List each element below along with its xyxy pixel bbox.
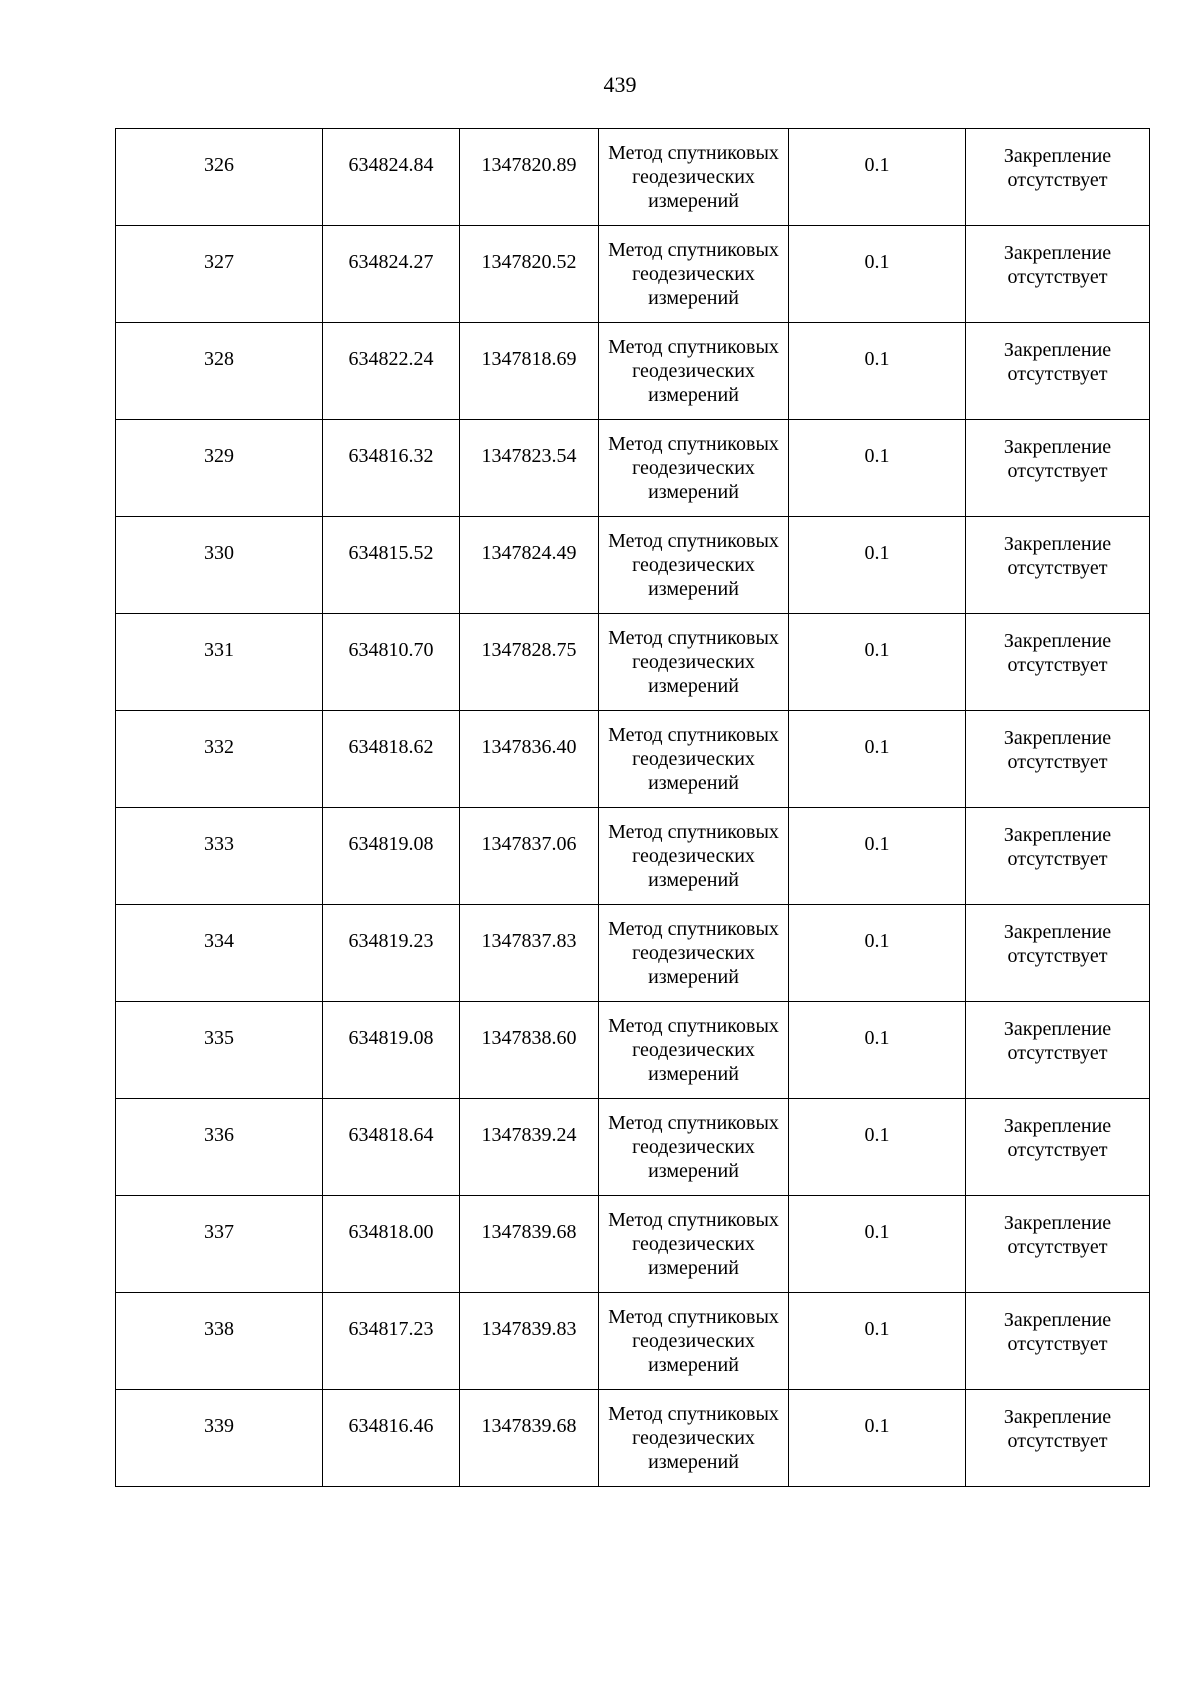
x-coordinate-cell-text: 634824.27 [348, 251, 434, 273]
method-cell-text: Метод спутниковых геодезических измерений [608, 821, 779, 891]
point-number-cell-text: 334 [204, 930, 234, 952]
x-coordinate-cell [323, 1293, 460, 1390]
y-coordinate-cell [460, 614, 599, 711]
x-coordinate-cell [323, 614, 460, 711]
point-number-cell-text: 327 [204, 251, 234, 273]
point-number-cell [116, 420, 323, 517]
accuracy-cell [789, 1196, 966, 1293]
accuracy-cell [789, 517, 966, 614]
point-number-cell [116, 905, 323, 1002]
table-row [116, 808, 1150, 905]
point-number-cell [116, 614, 323, 711]
accuracy-cell [789, 1293, 966, 1390]
y-coordinate-cell [460, 1002, 599, 1099]
fixation-cell-text: Закрепление отсутствует [1003, 1018, 1112, 1064]
accuracy-cell-text: 0.1 [864, 1124, 890, 1146]
point-number-cell-text: 326 [204, 154, 234, 176]
x-coordinate-cell [323, 1196, 460, 1293]
x-coordinate-cell [323, 711, 460, 808]
table-row [116, 129, 1150, 226]
fixation-cell [966, 226, 1150, 323]
x-coordinate-cell-text: 634818.64 [348, 1124, 434, 1146]
method-cell [599, 711, 789, 808]
point-number-cell [116, 1196, 323, 1293]
fixation-cell-text: Закрепление отсутствует [1003, 242, 1112, 288]
y-coordinate-cell-text: 1347839.83 [481, 1318, 577, 1340]
x-coordinate-cell-text: 634819.08 [348, 833, 434, 855]
y-coordinate-cell-text: 1347820.52 [481, 251, 577, 273]
fixation-cell [966, 711, 1150, 808]
method-cell-text: Метод спутниковых геодезических измерений [608, 336, 779, 406]
method-cell-text: Метод спутниковых геодезических измерений [608, 1015, 779, 1085]
method-cell-text: Метод спутниковых геодезических измерений [608, 1403, 779, 1473]
accuracy-cell-text: 0.1 [864, 1221, 890, 1243]
point-number-cell-text: 335 [204, 1027, 234, 1049]
method-cell-text: Метод спутниковых геодезических измерений [608, 918, 779, 988]
point-number-cell [116, 1390, 323, 1487]
fixation-cell [966, 420, 1150, 517]
point-number-cell [116, 517, 323, 614]
y-coordinate-cell [460, 1293, 599, 1390]
point-number-cell-text: 329 [204, 445, 234, 467]
x-coordinate-cell [323, 517, 460, 614]
y-coordinate-cell-text: 1347828.75 [481, 639, 577, 661]
x-coordinate-cell [323, 905, 460, 1002]
x-coordinate-cell-text: 634815.52 [348, 542, 434, 564]
fixation-cell [966, 1390, 1150, 1487]
method-cell [599, 517, 789, 614]
fixation-cell-text: Закрепление отсутствует [1003, 533, 1112, 579]
accuracy-cell [789, 1390, 966, 1487]
method-cell [599, 1196, 789, 1293]
fixation-cell-text: Закрепление отсутствует [1003, 1406, 1112, 1452]
method-cell-text: Метод спутниковых геодезических измерений [608, 239, 779, 309]
x-coordinate-cell-text: 634817.23 [348, 1318, 434, 1340]
point-number-cell-text: 339 [204, 1415, 234, 1437]
method-cell [599, 226, 789, 323]
method-cell-text: Метод спутниковых геодезических измерений [608, 627, 779, 697]
method-cell [599, 614, 789, 711]
method-cell-text: Метод спутниковых геодезических измерений [608, 142, 779, 212]
accuracy-cell [789, 226, 966, 323]
point-number-cell-text: 330 [204, 542, 234, 564]
point-number-cell-text: 332 [204, 736, 234, 758]
point-number-cell-text: 333 [204, 833, 234, 855]
accuracy-cell-text: 0.1 [864, 1027, 890, 1049]
y-coordinate-cell-text: 1347823.54 [481, 445, 577, 467]
fixation-cell [966, 517, 1150, 614]
fixation-cell-text: Закрепление отсутствует [1003, 630, 1112, 676]
method-cell-text: Метод спутниковых геодезических измерений [608, 1306, 779, 1376]
fixation-cell [966, 1002, 1150, 1099]
fixation-cell [966, 129, 1150, 226]
y-coordinate-cell-text: 1347818.69 [481, 348, 577, 370]
y-coordinate-cell-text: 1347839.68 [481, 1415, 577, 1437]
accuracy-cell-text: 0.1 [864, 445, 890, 467]
method-cell [599, 905, 789, 1002]
point-number-cell-text: 331 [204, 639, 234, 661]
table-row [116, 226, 1150, 323]
accuracy-cell-text: 0.1 [864, 1415, 890, 1437]
method-cell-text: Метод спутниковых геодезических измерений [608, 1209, 779, 1279]
fixation-cell-text: Закрепление отсутствует [1003, 727, 1112, 773]
method-cell [599, 420, 789, 517]
table-row [116, 1293, 1150, 1390]
page-number: 439 [603, 72, 637, 97]
fixation-cell [966, 808, 1150, 905]
point-number-cell [116, 226, 323, 323]
fixation-cell-text: Закрепление отсутствует [1003, 921, 1112, 967]
point-number-cell [116, 1099, 323, 1196]
x-coordinate-cell [323, 323, 460, 420]
accuracy-cell [789, 129, 966, 226]
y-coordinate-cell-text: 1347837.83 [481, 930, 577, 952]
fixation-cell [966, 1196, 1150, 1293]
accuracy-cell-text: 0.1 [864, 251, 890, 273]
y-coordinate-cell [460, 129, 599, 226]
accuracy-cell-text: 0.1 [864, 348, 890, 370]
table-row [116, 420, 1150, 517]
fixation-cell [966, 1099, 1150, 1196]
table-row [116, 323, 1150, 420]
fixation-cell [966, 614, 1150, 711]
coordinates-table-body [116, 129, 1150, 1487]
fixation-cell [966, 1293, 1150, 1390]
method-cell [599, 323, 789, 420]
point-number-cell-text: 336 [204, 1124, 234, 1146]
y-coordinate-cell-text: 1347839.24 [481, 1124, 577, 1146]
method-cell [599, 1293, 789, 1390]
x-coordinate-cell [323, 1002, 460, 1099]
y-coordinate-cell [460, 1099, 599, 1196]
table-row [116, 711, 1150, 808]
accuracy-cell-text: 0.1 [864, 1318, 890, 1340]
table-row [116, 614, 1150, 711]
x-coordinate-cell [323, 808, 460, 905]
point-number-cell [116, 808, 323, 905]
accuracy-cell [789, 1002, 966, 1099]
table-row [116, 1099, 1150, 1196]
y-coordinate-cell-text: 1347837.06 [481, 833, 577, 855]
y-coordinate-cell-text: 1347836.40 [481, 736, 577, 758]
point-number-cell [116, 1293, 323, 1390]
coordinates-table [115, 128, 1150, 1487]
point-number-cell [116, 711, 323, 808]
x-coordinate-cell-text: 634822.24 [348, 348, 434, 370]
accuracy-cell [789, 905, 966, 1002]
fixation-cell [966, 905, 1150, 1002]
y-coordinate-cell-text: 1347839.68 [481, 1221, 577, 1243]
x-coordinate-cell-text: 634818.00 [348, 1221, 434, 1243]
y-coordinate-cell-text: 1347838.60 [481, 1027, 577, 1049]
fixation-cell-text: Закрепление отсутствует [1003, 145, 1112, 191]
accuracy-cell-text: 0.1 [864, 930, 890, 952]
fixation-cell-text: Закрепление отсутствует [1003, 1115, 1112, 1161]
method-cell [599, 1390, 789, 1487]
x-coordinate-cell-text: 634824.84 [348, 154, 434, 176]
y-coordinate-cell [460, 1390, 599, 1487]
y-coordinate-cell [460, 226, 599, 323]
accuracy-cell-text: 0.1 [864, 542, 890, 564]
table-row [116, 905, 1150, 1002]
accuracy-cell [789, 1099, 966, 1196]
x-coordinate-cell-text: 634816.32 [348, 445, 434, 467]
point-number-cell [116, 129, 323, 226]
method-cell-text: Метод спутниковых геодезических измерений [608, 433, 779, 503]
y-coordinate-cell [460, 420, 599, 517]
x-coordinate-cell-text: 634810.70 [348, 639, 434, 661]
method-cell [599, 1099, 789, 1196]
y-coordinate-cell-text: 1347824.49 [481, 542, 577, 564]
table-row [116, 1196, 1150, 1293]
accuracy-cell [789, 808, 966, 905]
fixation-cell-text: Закрепление отсутствует [1003, 1212, 1112, 1258]
method-cell [599, 129, 789, 226]
accuracy-cell [789, 614, 966, 711]
point-number-cell [116, 1002, 323, 1099]
accuracy-cell [789, 420, 966, 517]
accuracy-cell-text: 0.1 [864, 154, 890, 176]
method-cell [599, 1002, 789, 1099]
fixation-cell-text: Закрепление отсутствует [1003, 436, 1112, 482]
x-coordinate-cell-text: 634816.46 [348, 1415, 434, 1437]
table-row [116, 1390, 1150, 1487]
method-cell [599, 808, 789, 905]
accuracy-cell-text: 0.1 [864, 833, 890, 855]
y-coordinate-cell [460, 711, 599, 808]
accuracy-cell-text: 0.1 [864, 736, 890, 758]
table-row [116, 1002, 1150, 1099]
point-number-cell-text: 328 [204, 348, 234, 370]
fixation-cell-text: Закрепление отсутствует [1003, 339, 1112, 385]
point-number-cell-text: 337 [204, 1221, 234, 1243]
y-coordinate-cell [460, 323, 599, 420]
y-coordinate-cell [460, 905, 599, 1002]
method-cell-text: Метод спутниковых геодезических измерений [608, 1112, 779, 1182]
method-cell-text: Метод спутниковых геодезических измерений [608, 530, 779, 600]
accuracy-cell [789, 323, 966, 420]
y-coordinate-cell [460, 808, 599, 905]
point-number-cell [116, 323, 323, 420]
fixation-cell-text: Закрепление отсутствует [1003, 1309, 1112, 1355]
y-coordinate-cell-text: 1347820.89 [481, 154, 577, 176]
fixation-cell-text: Закрепление отсутствует [1003, 824, 1112, 870]
accuracy-cell-text: 0.1 [864, 639, 890, 661]
x-coordinate-cell-text: 634818.62 [348, 736, 434, 758]
x-coordinate-cell [323, 420, 460, 517]
y-coordinate-cell [460, 1196, 599, 1293]
accuracy-cell [789, 711, 966, 808]
x-coordinate-cell [323, 1099, 460, 1196]
fixation-cell [966, 323, 1150, 420]
x-coordinate-cell [323, 1390, 460, 1487]
x-coordinate-cell-text: 634819.23 [348, 930, 434, 952]
method-cell-text: Метод спутниковых геодезических измерений [608, 724, 779, 794]
x-coordinate-cell [323, 129, 460, 226]
point-number-cell-text: 338 [204, 1318, 234, 1340]
y-coordinate-cell [460, 517, 599, 614]
table-row [116, 517, 1150, 614]
x-coordinate-cell-text: 634819.08 [348, 1027, 434, 1049]
x-coordinate-cell [323, 226, 460, 323]
